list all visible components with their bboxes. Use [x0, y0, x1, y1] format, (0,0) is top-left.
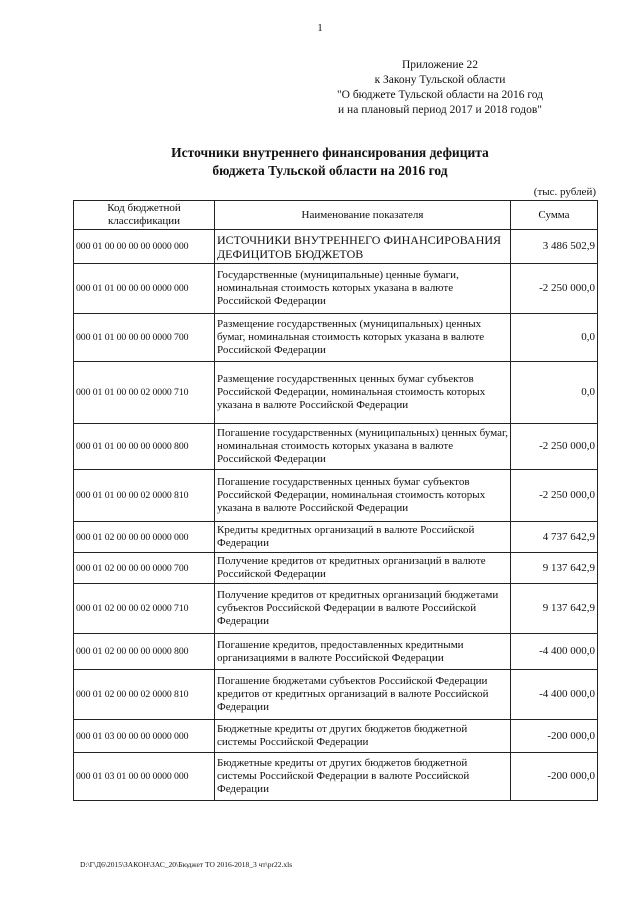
row-name: Бюджетные кредиты от других бюджетов бюджетной системы Российской Федерации в валюте Российской Федерации	[215, 753, 511, 801]
table-row	[74, 314, 598, 362]
appendix-line-2: к Закону Тульской области	[374, 74, 506, 86]
row-sum: 9 137 642,9	[511, 584, 598, 634]
row-code: 000 01 01 00 00 02 0000 810	[74, 470, 215, 522]
title-line-1: Источники внутреннего финансирования дефицита	[171, 145, 489, 160]
row-sum: -200 000,0	[511, 753, 598, 801]
appendix-line-1: Приложение 22	[401, 59, 479, 71]
row-code: 000 01 02 00 00 00 0000 000	[74, 522, 215, 553]
table-row	[74, 753, 598, 801]
table-row	[74, 670, 598, 720]
row-code: 000 01 00 00 00 00 0000 000	[74, 230, 215, 264]
row-name: ИСТОЧНИКИ ВНУТРЕННЕГО ФИНАНСИРОВАНИЯ ДЕФИЦИТОВ БЮДЖЕТОВ	[215, 230, 511, 264]
row-code: 000 01 03 01 00 00 0000 000	[74, 753, 215, 801]
appendix-header	[300, 58, 580, 118]
header-code: Код бюджетной классификации	[74, 201, 215, 230]
table-row	[74, 264, 598, 314]
row-name: Бюджетные кредиты от других бюджетов бюджетной системы Российской Федерации	[215, 720, 511, 753]
row-sum: 9 137 642,9	[511, 553, 598, 584]
header-name: Наименование показателя	[215, 201, 511, 230]
row-code: 000 01 01 00 00 00 0000 000	[74, 264, 215, 314]
row-code: 000 01 02 00 00 02 0000 810	[74, 670, 215, 720]
table-row	[74, 230, 598, 264]
row-sum: 3 486 502,9	[511, 230, 598, 264]
title-line-2: бюджета Тульской области на 2016 год	[212, 163, 448, 178]
units-label: (тыс. рублей)	[533, 186, 596, 198]
row-name: Погашение государственных (муниципальных) ценных бумаг, номинальная стоимость которых указана в валюте Российской Федерации	[215, 424, 511, 470]
row-code: 000 01 01 00 00 00 0000 700	[74, 314, 215, 362]
row-name: Погашение кредитов, предоставленных кредитными организациями в валюте Российской Федерации	[215, 634, 511, 670]
row-code: 000 01 02 00 00 00 0000 700	[74, 553, 215, 584]
table-header-row	[74, 201, 598, 230]
page-number: 1	[317, 22, 323, 34]
document-title	[60, 144, 600, 180]
row-code: 000 01 02 00 00 00 0000 800	[74, 634, 215, 670]
row-sum: 0,0	[511, 314, 598, 362]
row-code: 000 01 02 00 00 02 0000 710	[74, 584, 215, 634]
row-name: Погашение государственных ценных бумаг субъектов Российской Федерации, номинальная стоимость которых указана в валюте Российской Федерации	[215, 470, 511, 522]
row-code: 000 01 01 00 00 02 0000 710	[74, 362, 215, 424]
table-row	[74, 634, 598, 670]
row-code: 000 01 03 00 00 00 0000 000	[74, 720, 215, 753]
row-sum: -2 250 000,0	[511, 424, 598, 470]
row-name: Получение кредитов от кредитных организаций бюджетами субъектов Российской Федерации в валюте Российской Федерации	[215, 584, 511, 634]
row-name: Государственные (муниципальные) ценные бумаги, номинальная стоимость которых указана в валюте Российской Федерации	[215, 264, 511, 314]
row-code: 000 01 01 00 00 00 0000 800	[74, 424, 215, 470]
header-sum: Сумма	[511, 201, 598, 230]
row-sum: -2 250 000,0	[511, 264, 598, 314]
appendix-line-4: и на плановый период 2017 и 2018 годов"	[338, 104, 542, 116]
row-sum: -4 400 000,0	[511, 634, 598, 670]
appendix-line-3: "О бюджете Тульской области на 2016 год	[336, 89, 544, 101]
row-name: Размещение государственных ценных бумаг субъектов Российской Федерации, номинальная стоимость которых указана в валюте Российской Федерации	[215, 362, 511, 424]
table-row	[74, 362, 598, 424]
row-sum: 4 737 642,9	[511, 522, 598, 553]
row-sum: -4 400 000,0	[511, 670, 598, 720]
table-row	[74, 553, 598, 584]
table-row	[74, 522, 598, 553]
row-name: Размещение государственных (муниципальных) ценных бумаг, номинальная стоимость которых указана в валюте Российской Федерации	[215, 314, 511, 362]
row-name: Получение кредитов от кредитных организаций в валюте Российской Федерации	[215, 553, 511, 584]
row-sum: -200 000,0	[511, 720, 598, 753]
row-name: Погашение бюджетами субъектов Российской Федерации кредитов от кредитных организаций в валюте Российской Федерации	[215, 670, 511, 720]
file-path-footer: D:\Г\Д6\2015\ЗАКОН\ЗАС_20\Бюджет ТО 2016-2018_3 чт\pr22.xls	[80, 860, 293, 869]
row-name: Кредиты кредитных организаций в валюте Российской Федерации	[215, 522, 511, 553]
row-sum: -2 250 000,0	[511, 470, 598, 522]
table-row	[74, 720, 598, 753]
row-sum: 0,0	[511, 362, 598, 424]
table-row	[74, 584, 598, 634]
table-row	[74, 424, 598, 470]
financing-sources-table	[73, 200, 598, 801]
table-row	[74, 470, 598, 522]
